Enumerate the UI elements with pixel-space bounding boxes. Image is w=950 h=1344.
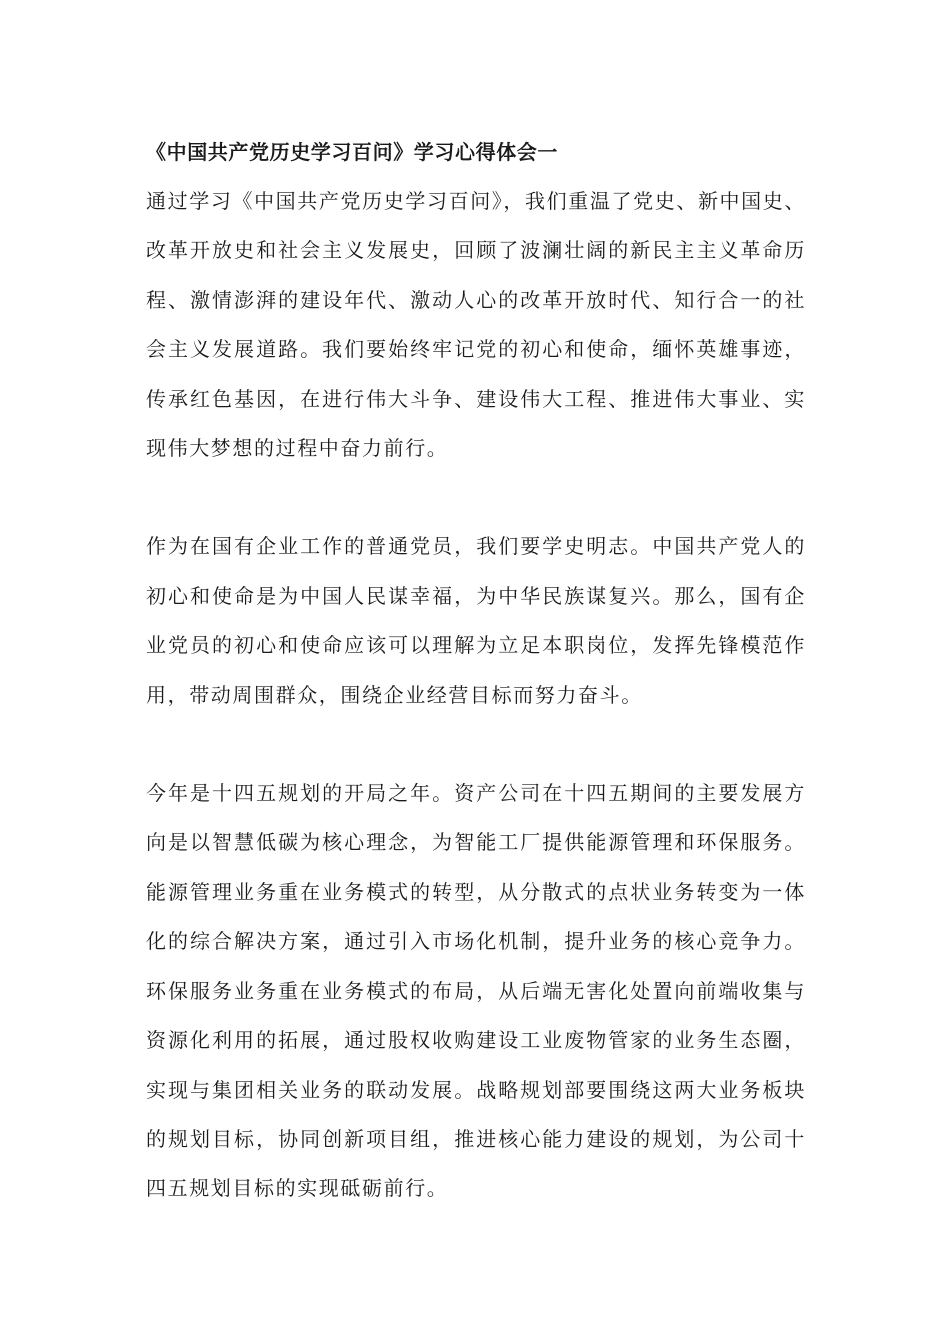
paragraph-3: 今年是十四五规划的开局之年。资产公司在十四五期间的主要发展方向是以智慧低碳为核心理念，为智能工厂提供能源管理和环保服务。能源管理业务重在业务模式的转型，从分散式的点状业务转变为一体化的综合解决方案，通过引入市场化机制，提升业务的核心竞争力。环保服务业务重在业务模式的布局，从后端无害化处置向前端收集与资源化利用的拓展，通过股权收购建设工业废物管家的业务生态圈，实现与集团相关业务的联动发展。战略规划部要围绕这两大业务板块的规划目标，协同创新项目组，推进核心能力建设的规划，为公司十四五规划目标的实现砥砺前行。 bbox=[146, 781, 806, 1201]
document-title: 《中国共产党历史学习百问》学习心得体会一 bbox=[146, 140, 558, 164]
paragraph-1: 通过学习《中国共产党历史学习百问》，我们重温了党史、新中国史、改革开放史和社会主义发展史，回顾了波澜壮阔的新民主主义革命历程、激情澎湃的建设年代、激动人心的改革开放时代、知行合一的社会主义发展道路。我们要始终牢记党的初心和使命，缅怀英雄事迹，传承红色基因，在进行伟大斗争、建设伟大工程、推进伟大事业、实现伟大梦想的过程中奋力前行。 bbox=[146, 189, 806, 461]
paragraph-2: 作为在国有企业工作的普通党员，我们要学史明志。中国共产党人的初心和使命是为中国人民谋幸福，为中华民族谋复兴。那么，国有企业党员的初心和使命应该可以理解为立足本职岗位，发挥先锋模范作用，带动周围群众，围绕企业经营目标而努力奋斗。 bbox=[146, 534, 806, 707]
document-body bbox=[146, 128, 806, 1214]
